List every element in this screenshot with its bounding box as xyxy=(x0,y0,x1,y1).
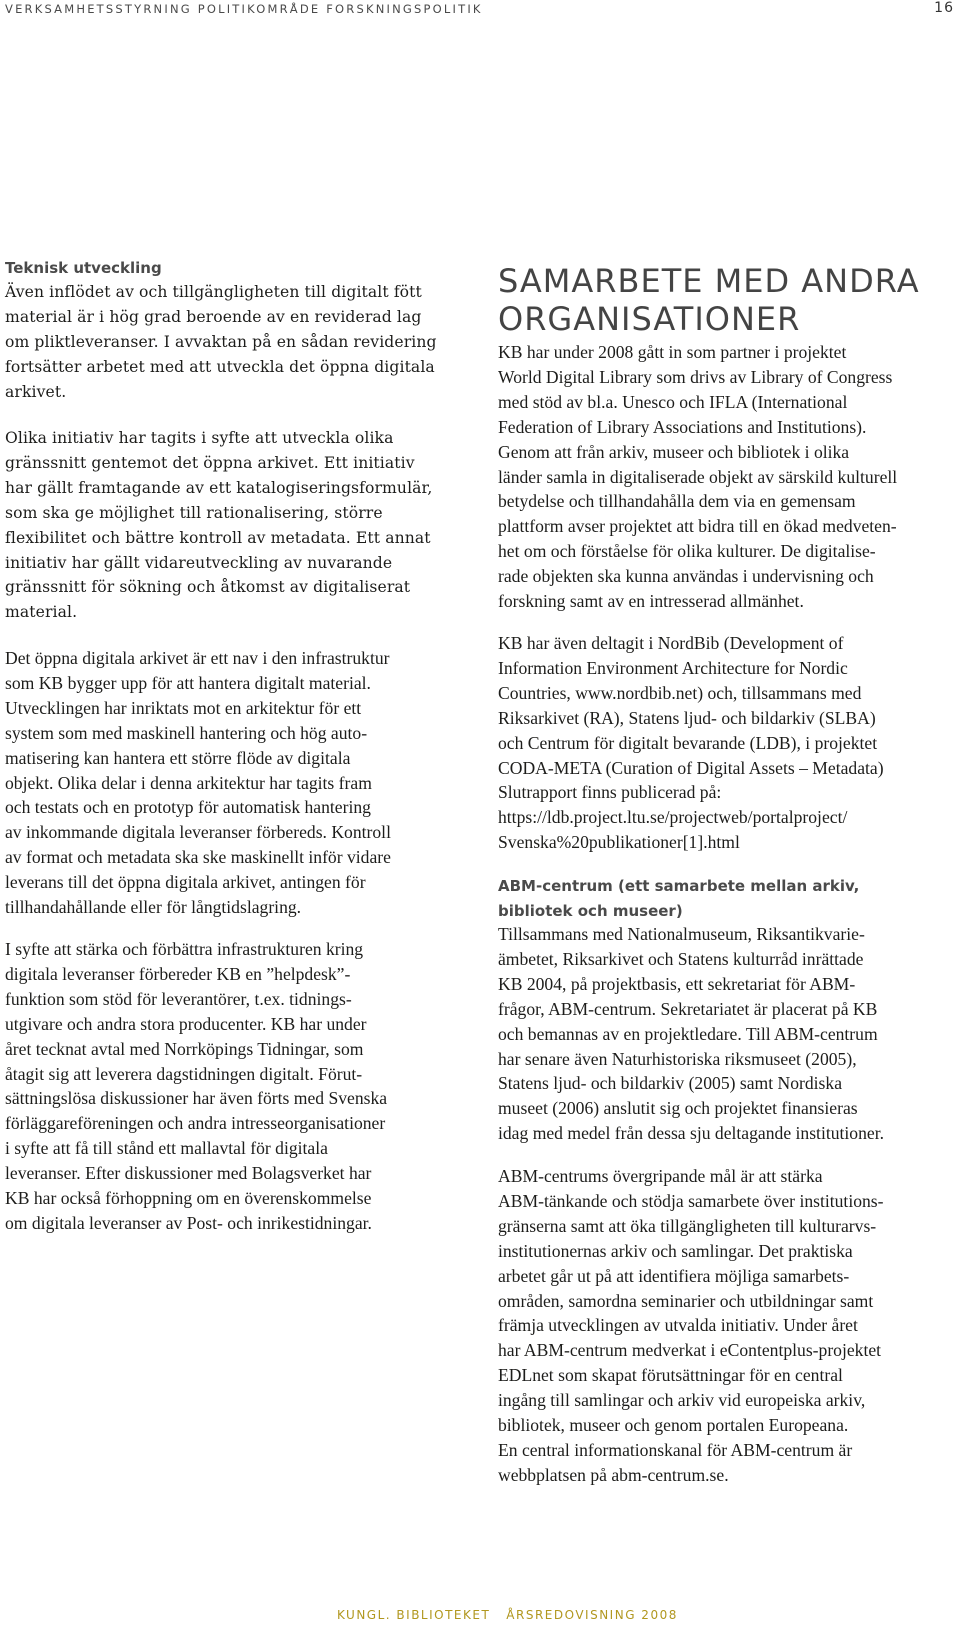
running-head: VERKSAMHETSSTYRNING POLITIKOMRÅDE FORSKNINGSPOLITIK xyxy=(5,2,483,16)
right-paragraph-2: KB har även deltagit i NordBib (Development of Information Environment Architecture for Nordic Countries, www.nordbib.net) och, tillsammans med Riksarkivet (RA), Statens ljud- och bildarkiv (SLBA) och Centrum för digitalt bevarande (LDB), i projektet CODA-META (Curation of Digital Assets – Metadata) Slutrapport finns publicerad på: https://ldb.project.ltu.se/projectweb/portalproject/ Svenska%20publikationer[1].html xyxy=(498,633,884,853)
right-paragraph-1: KB har under 2008 gått in som partner i projektet World Digital Library som drivs av Library of Congress med stöd av bl.a. Unesco och IFLA (International Federation of Library Associations and Institutions). Genom att från arkiv, museer och bibliotek i olika länder samla in digitaliserade objekt av särskild kulturell betydelse och tillhandahålla dem via en gemensam plattform avser projektet att bidra till en ökad medveten- het om och förståelse för olika kulturer. De digitalise- rade objekten ska kunna användas i undervisning och forskning samt av en intresserad allmänhet. xyxy=(498,342,898,612)
right-paragraph-3: Tillsammans med Nationalmuseum, Riksantikvarie- ämbetet, Riksarkivet och Statens kulturråd inrättade KB 2004, på projektbasis, ett sekretariat för ABM- frågor, ABM-centrum. Sekretariatet är placerat på KB och bemannas av en projektledare. Till ABM-centrum har senare även Naturhistoriska riksmuseet (2005), Statens ljud- och bildarkiv (2005) samt Nordiska museet (2006) anslutit sig och projektet finansieras idag med medel från dessa sju deltagande institutioner. xyxy=(498,924,884,1144)
right-paragraph-4: ABM-centrums övergripande mål är att stärka ABM-tänkande och stödja samarbete över institutions- gränserna samt att öka tillgängligheten till kulturarvs- institutionernas arkiv och samlingar. Det praktiska arbetet går ut på att identifiera möjliga samarbets- områden, samordna seminarier och utbildningar samt främja utvecklingen av utvalda initiativ. Under året har ABM-centrum medverkat i eContentplus-projektet EDLnet som skapat förutsättningar för en central ingång till samlingar och arkiv vid europeiska arkiv, bibliotek, museer och genom portalen Europeana. En central informationskanal för ABM-centrum är webbplatsen på abm-centrum.se. xyxy=(498,1166,884,1485)
section-heading: SAMARBETE MED ANDRA ORGANISATIONER xyxy=(498,262,920,338)
footer-separator xyxy=(496,1608,501,1622)
page-number: 16 xyxy=(934,0,954,16)
footer-org: KUNGL. BIBLIOTEKET xyxy=(337,1608,491,1622)
teknisk-utveckling-heading: Teknisk utveckling xyxy=(5,259,162,277)
left-paragraph-2: Olika initiativ har tagits i syfte att utveckla olika gränssnitt gentemot det öppna arkivet. Ett initiativ har gällt framtagande av ett katalogiseringsformulär, som ska ge möjlighet till rationalisering, större flexibilitet och bättre kontroll av metadata. Ett annat initiativ har gällt vidareutveckling av nuvarande gränssnitt för sökning och åtkomst av digitaliserat material. xyxy=(5,429,433,622)
footer-report: ÅRSREDOVISNING 2008 xyxy=(506,1608,678,1622)
footer xyxy=(337,1608,678,1622)
left-paragraph-1: Även inflödet av och tillgängligheten till digitalt fött material är i hög grad beroende av en reviderad lag om pliktleveranser. I avvaktan på en sådan revidering fortsätter arbetet med att utveckla det öppna digitala arkivet. xyxy=(5,283,437,401)
left-paragraph-3: Det öppna digitala arkivet är ett nav i den infrastruktur som KB bygger upp för att hantera digitalt material. Utvecklingen har inriktats mot en arkitektur för ett system som med maskinell hantering och hög auto- matisering kan hantera ett större flöde av digitala objekt. Olika delar i denna arkitektur har tagits fram och testats och en prototyp för automatisk hantering av inkommande digitala leveranser förbereds. Kontroll av format och metadata ska ske maskinellt inför vidare leverans till det öppna digitala arkivet, antingen för tillhandahållande eller för långtidslagring. xyxy=(5,648,391,918)
left-paragraph-4: I syfte att stärka och förbättra infrastrukturen kring digitala leveranser förbereder KB en ”helpdesk”- funktion som stöd för leverantörer, t.ex. tidnings- utgivare och andra stora producenter. KB har under året tecknat avtal med Norrköpings Tidningar, som åtagit sig att leverera dagstidningen digitalt. Förut- sättningslösa diskussioner har även förts med Svenska förläggareföreningen och andra intresseorganisationer i syfte att få till stånd ett mallavtal för digitala leveranser. Efter diskussioner med Bolagsverket har KB har också förhoppning om en överenskommelse om digitala leveranser av Post- och inrikestidningar. xyxy=(5,939,388,1233)
abm-centrum-heading: ABM-centrum (ett samarbete mellan arkiv, bibliotek och museer) xyxy=(498,877,860,920)
